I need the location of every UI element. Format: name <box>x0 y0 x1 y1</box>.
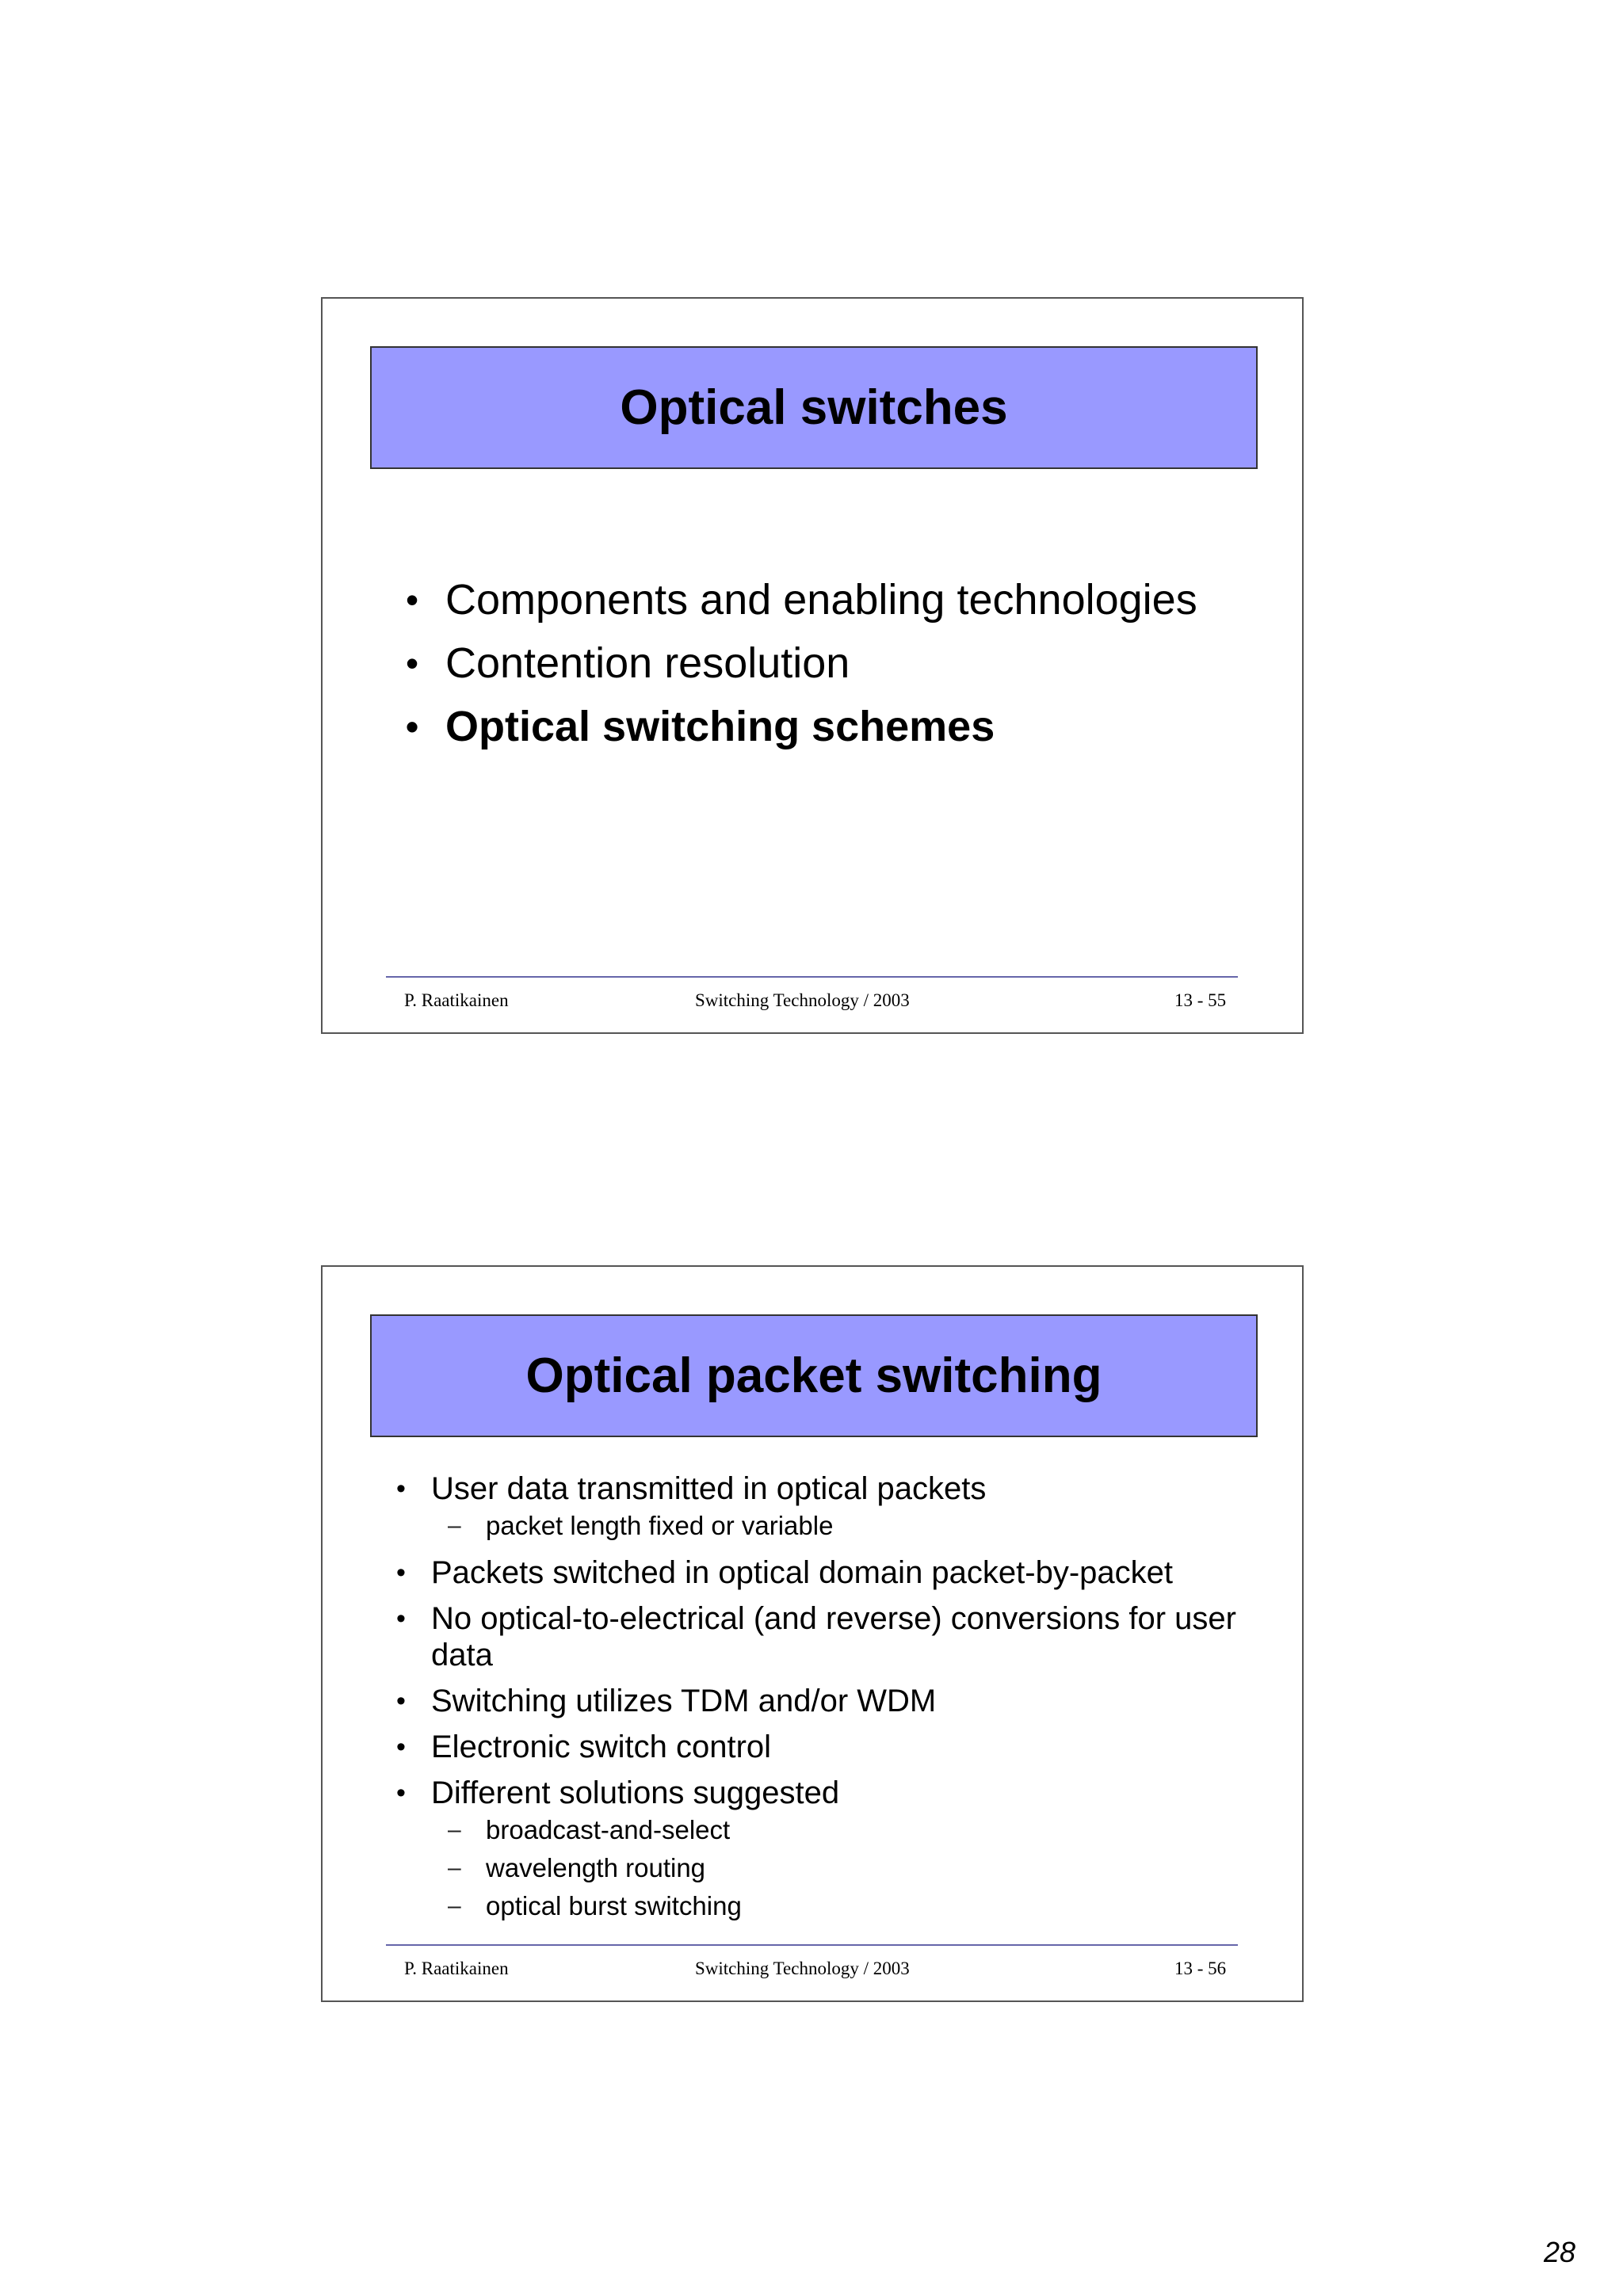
bullet-item-highlighted <box>406 695 1197 758</box>
sub-bullet-text: broadcast-and-select <box>486 1815 731 1844</box>
bullet-text: Electronic switch control <box>431 1730 772 1764</box>
bullet-dot-icon: • <box>396 1474 406 1504</box>
footer-slide-number: 13 - 55 <box>1174 990 1227 1010</box>
bullet-dot-icon: • <box>406 643 419 684</box>
bullet-dot-icon: • <box>396 1604 406 1634</box>
bullet-item <box>396 1470 1252 1507</box>
slide-13-55 <box>321 297 1304 1034</box>
bullet-text: No optical-to-electrical (and reverse) conversions for user data <box>431 1601 1236 1672</box>
footer-author: P. Raatikainen <box>404 990 509 1010</box>
sub-bullet-item <box>396 1849 1252 1887</box>
bullet-item <box>396 1729 1252 1765</box>
sub-bullet-item <box>396 1811 1252 1849</box>
footer-divider <box>386 1944 1238 1946</box>
bullet-item <box>406 631 1197 695</box>
bullet-text: Packets switched in optical domain packet-by-packet <box>431 1555 1174 1590</box>
bullet-dot-icon: • <box>406 579 419 620</box>
bullet-list <box>406 568 1197 758</box>
footer-author: P. Raatikainen <box>404 1958 509 1978</box>
bullet-text: Optical switching schemes <box>445 703 995 750</box>
bullet-text: User data transmitted in optical packets <box>431 1471 987 1506</box>
footer-course: Switching Technology / 2003 <box>695 990 910 1010</box>
dash-icon: – <box>448 1855 461 1881</box>
sub-bullet-item <box>396 1887 1252 1925</box>
bullet-dot-icon: • <box>396 1686 406 1716</box>
bullet-text: Switching utilizes TDM and/or WDM <box>431 1684 937 1718</box>
bullet-item <box>396 1775 1252 1811</box>
slide-title-box <box>370 346 1258 469</box>
bullet-item <box>396 1600 1252 1673</box>
slide-title: Optical switches <box>620 380 1008 435</box>
dash-icon: – <box>448 1893 461 1919</box>
slide-13-56 <box>321 1265 1304 2002</box>
footer-slide-number: 13 - 56 <box>1174 1958 1227 1978</box>
bullet-text: Different solutions suggested <box>431 1775 840 1810</box>
sub-bullet-text: optical burst switching <box>486 1891 742 1920</box>
sub-bullet-text: packet length fixed or variable <box>486 1511 834 1540</box>
bullet-dot-icon: • <box>396 1778 406 1808</box>
slide-title-box <box>370 1314 1258 1437</box>
bullet-text: Contention resolution <box>445 639 850 687</box>
slide-title: Optical packet switching <box>525 1348 1102 1403</box>
footer-course: Switching Technology / 2003 <box>695 1958 910 1978</box>
footer-divider <box>386 976 1238 978</box>
bullet-item <box>396 1554 1252 1591</box>
sub-bullet-text: wavelength routing <box>486 1853 706 1882</box>
bullet-list <box>396 1461 1252 1925</box>
sub-bullet-item <box>396 1507 1252 1545</box>
bullet-item <box>406 568 1197 631</box>
bullet-text: Components and enabling technologies <box>445 576 1197 624</box>
bullet-item <box>396 1683 1252 1719</box>
dash-icon: – <box>448 1817 461 1843</box>
handout-page-number: 28 <box>1543 2236 1575 2268</box>
dash-icon: – <box>448 1512 461 1539</box>
bullet-dot-icon: • <box>406 706 419 747</box>
bullet-dot-icon: • <box>396 1732 406 1762</box>
bullet-dot-icon: • <box>396 1558 406 1588</box>
